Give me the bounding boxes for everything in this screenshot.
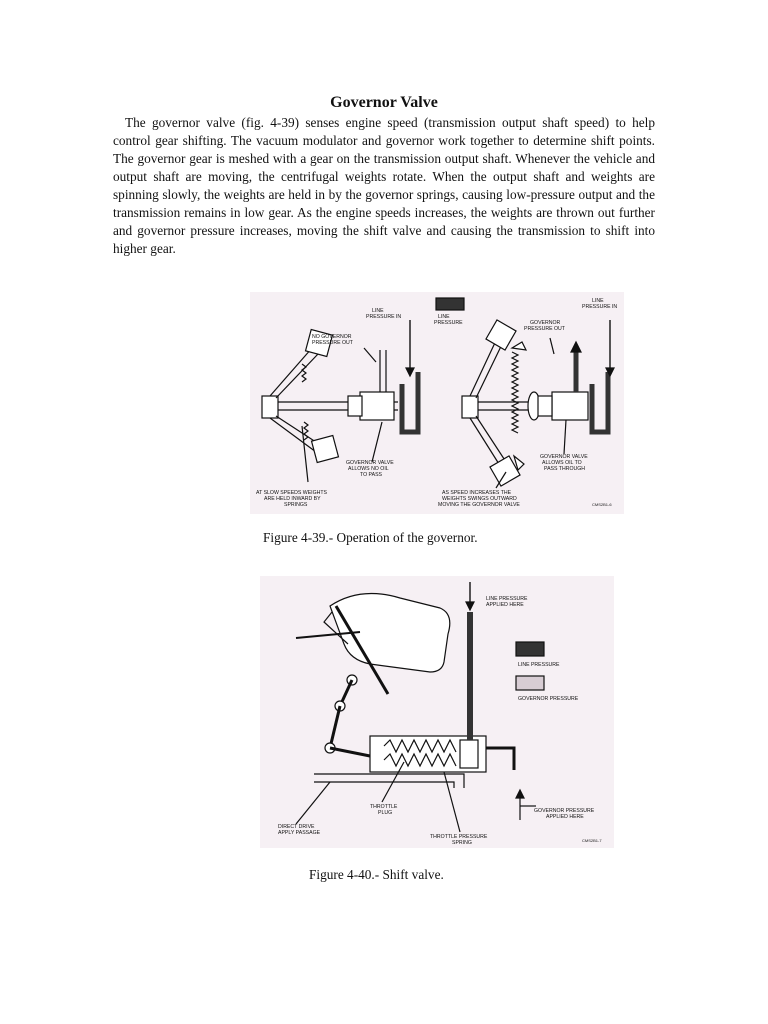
label-valve-oil-2: ALLOWS OIL TO: [542, 460, 582, 466]
label-valve-no-oil-3: TO PASS: [360, 472, 383, 478]
body-paragraph: The governor valve (fig. 4-39) senses engine speed (transmission output shaft speed) to help control gear shifting. The vacuum modulator and governor work together to determine shift points. The governor gear is meshed with a gear on the transmission output shaft. Whenever the vehicle and output shaft are moving, the centrifugal weights rotate. When the output shaft and weights are spinning slowly, the weights are held in by the governor springs, causing low-pressure output and the transmission remains in low gear. As the engine speeds increases, the weights are thrown out further and governor pressure increases, moving the shift valve and causing the transmission to shift into higher gear.: [113, 115, 655, 256]
label-line-pressure-in-right: LINE: [592, 298, 604, 304]
label-direct-drive-1: DIRECT DRIVE: [278, 824, 315, 830]
label-slow-speeds-3: SPRINGS: [284, 502, 308, 508]
legend-line-pressure-1: LINE: [438, 314, 450, 320]
figure2-code: CMS2B1-7: [582, 838, 602, 843]
legend-line-pressure-2: PRESSURE: [434, 320, 463, 326]
label-line-pressure-in-left-2: PRESSURE IN: [366, 314, 402, 320]
label-slow-speeds-2: ARE HELD INWARD BY: [264, 496, 321, 502]
legend-governor-pressure: GOVERNOR PRESSURE: [518, 696, 579, 702]
label-governor-pressure-applied-1: GOVERNOR PRESSURE: [534, 808, 595, 814]
governor-operation-figure: [250, 292, 624, 514]
label-throttle-spring-1: THROTTLE PRESSURE: [430, 834, 488, 840]
label-governor-pressure-out-2: PRESSURE OUT: [524, 326, 565, 332]
label-speed-increases-1: AS SPEED INCREASES THE: [442, 490, 512, 496]
label-direct-drive-2: APPLY PASSAGE: [278, 830, 321, 836]
figure-4-39-caption: Figure 4-39.- Operation of the governor.: [263, 530, 478, 545]
label-governor-pressure-applied-2: APPLIED HERE: [546, 814, 584, 820]
label-throttle-plug-2: PLUG: [378, 810, 393, 816]
figure-4-40-caption: Figure 4-40.- Shift valve.: [309, 867, 444, 882]
legend-line-pressure: LINE PRESSURE: [518, 662, 560, 668]
label-no-governor-pressure-2: PRESSURE OUT: [312, 340, 353, 346]
label-valve-oil-3: PASS THROUGH: [544, 466, 586, 472]
label-speed-increases-2: WEIGHTS SWINGS OUTWARD: [442, 496, 517, 502]
label-line-pressure-in-left: LINE: [372, 308, 384, 314]
page-title: Governor Valve: [330, 94, 438, 111]
label-valve-no-oil-1: GOVERNOR VALVE: [346, 460, 394, 466]
label-line-pressure-in-right-2: PRESSURE IN: [582, 304, 618, 310]
label-line-pressure-applied-2: APPLIED HERE: [486, 602, 524, 608]
label-line-pressure-applied-1: LINE PRESSURE: [486, 596, 528, 602]
label-throttle-plug-1: THROTTLE: [370, 804, 398, 810]
label-speed-increases-3: MOVING THE GOVERNOR VALVE: [438, 502, 520, 508]
label-valve-oil-1: GOVERNOR VALVE: [540, 454, 588, 460]
shift-valve-figure: [260, 576, 614, 848]
label-valve-no-oil-2: ALLOWS NO OIL: [348, 466, 389, 472]
governor-diagram: [250, 292, 624, 514]
figure1-code: CMS2B1-6: [592, 502, 612, 507]
label-slow-speeds-1: AT SLOW SPEEDS WEIGHTS: [256, 490, 328, 496]
label-throttle-spring-2: SPRING: [452, 840, 472, 846]
label-no-governor-pressure-1: NO GOVERNOR: [312, 334, 352, 340]
label-governor-pressure-out-1: GOVERNOR: [530, 320, 561, 326]
shift-valve-diagram: [260, 576, 614, 848]
